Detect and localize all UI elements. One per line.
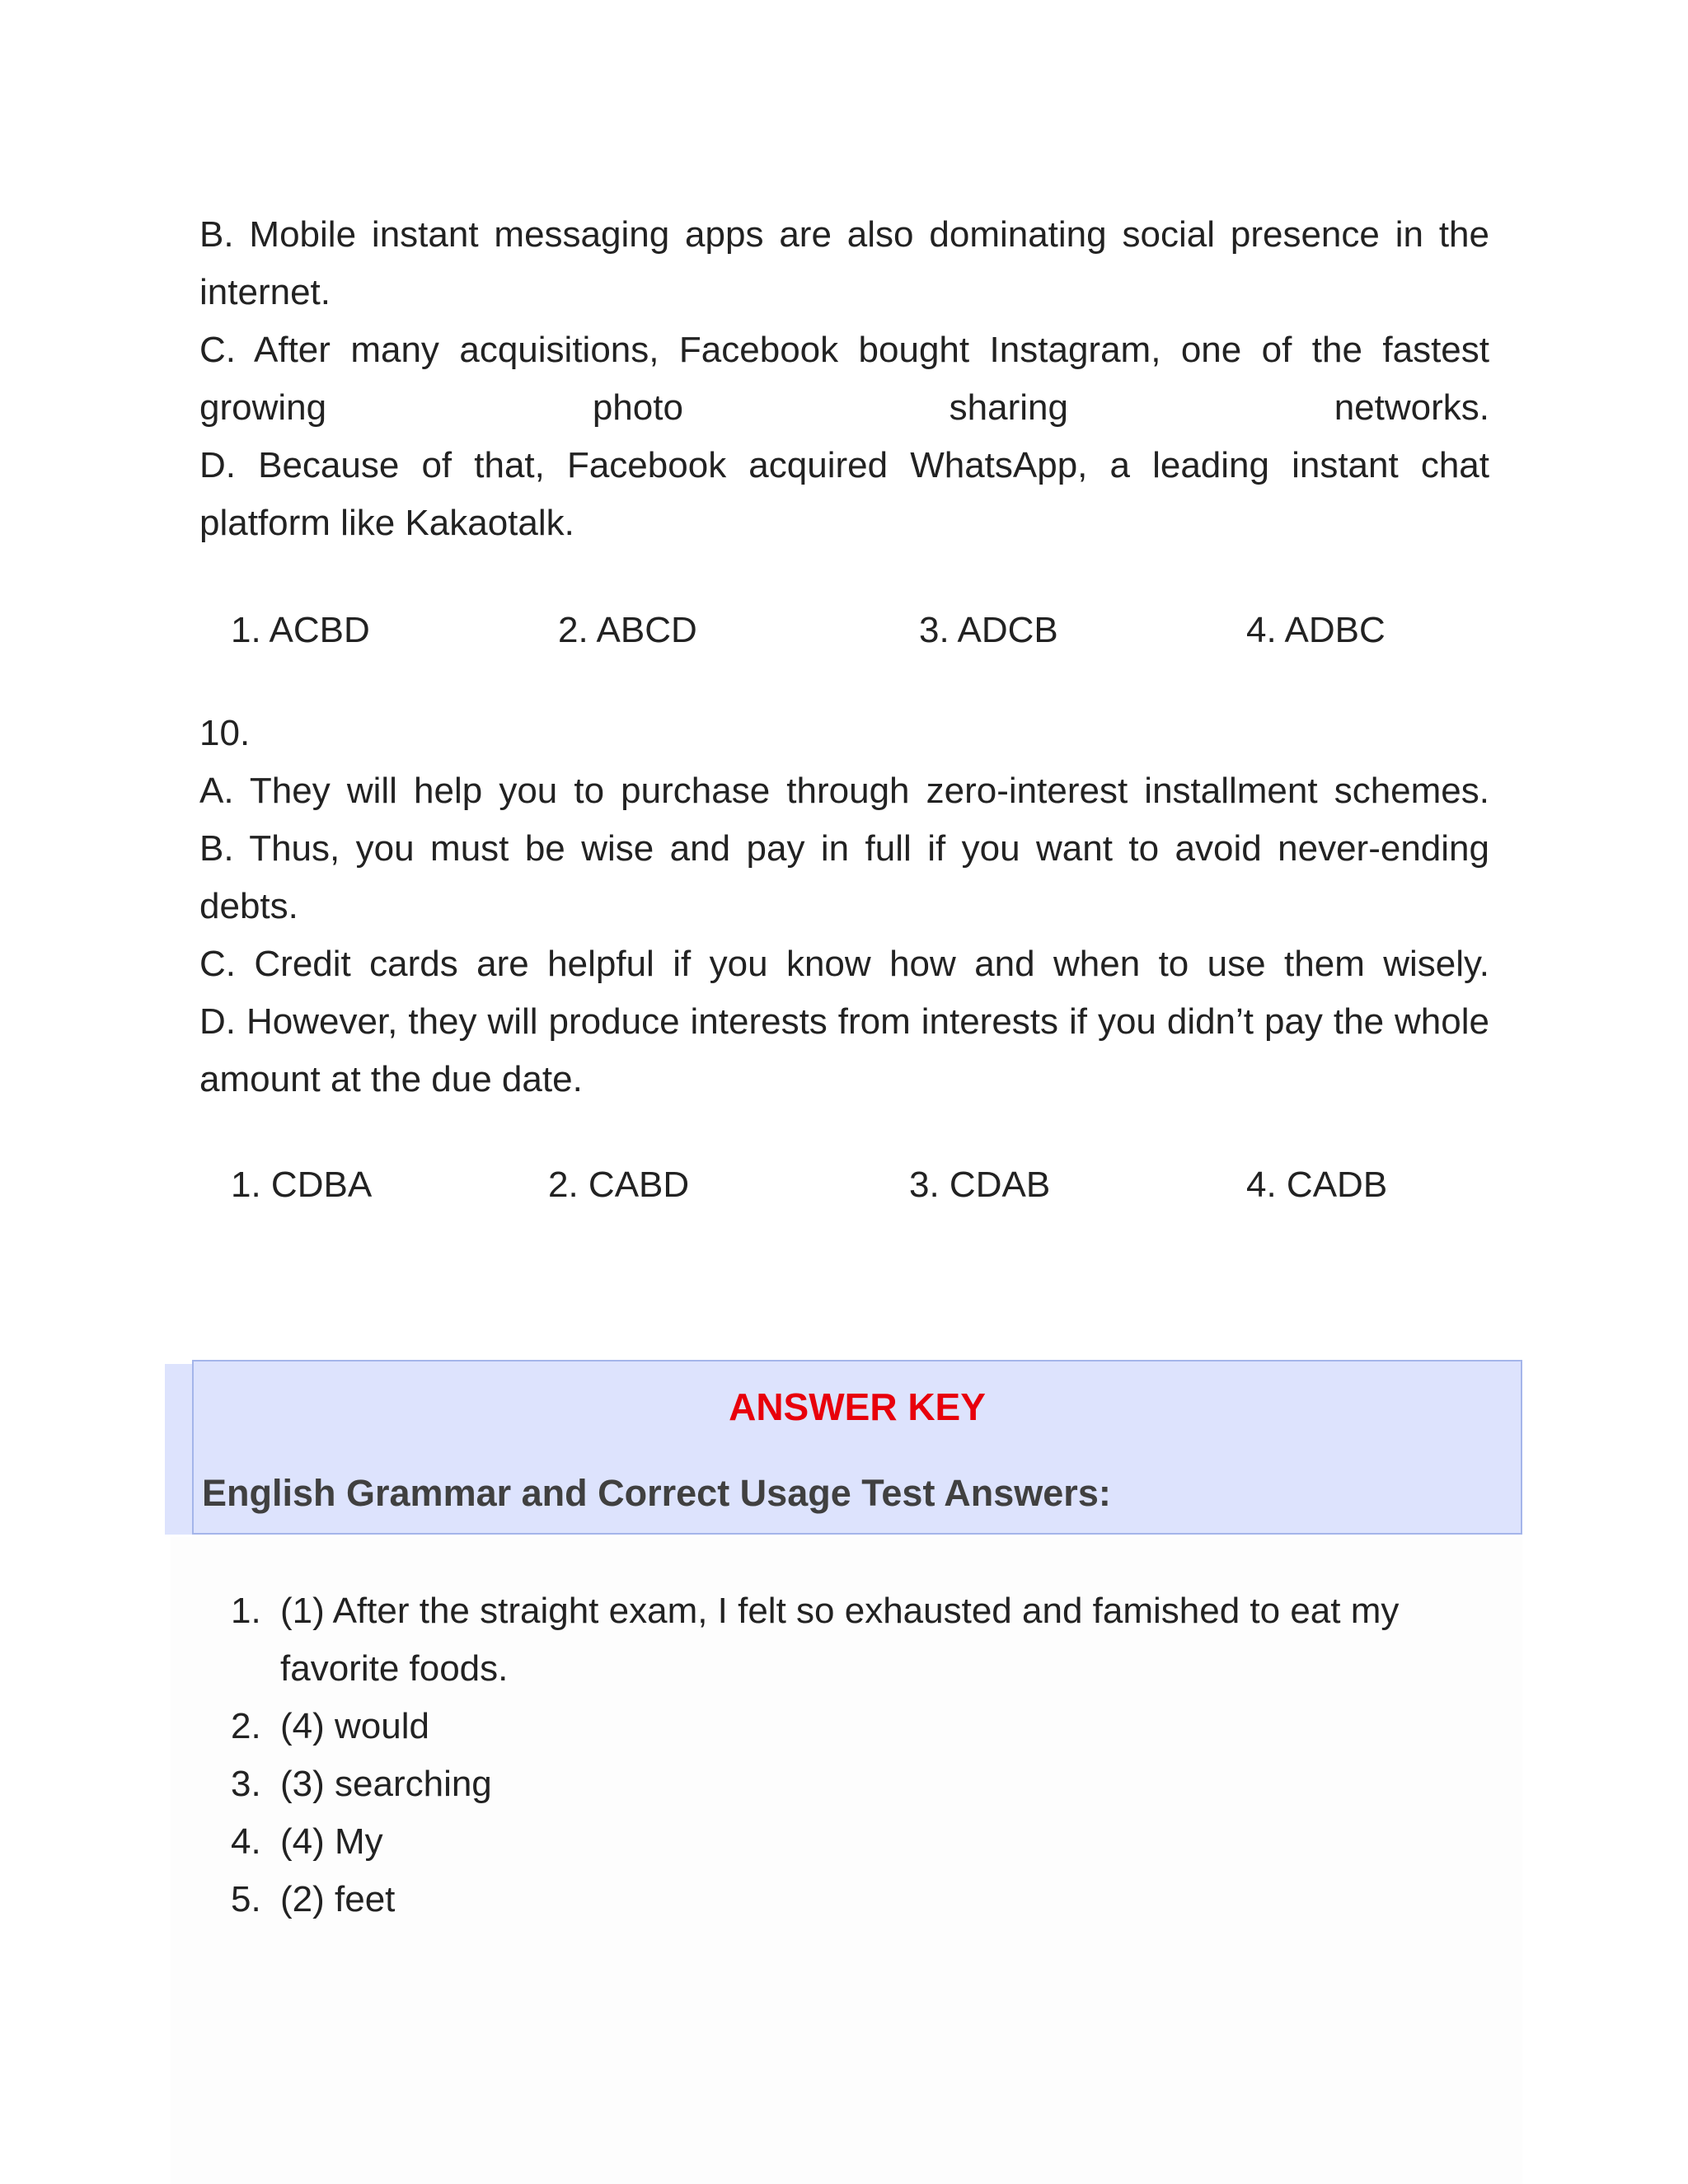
q9-option-c-line1: C. After many acquisitions, Facebook bought Instagram, one of the fastest bbox=[199, 330, 1489, 370]
q9-choice-2: 2. ABCD bbox=[558, 610, 697, 650]
q10-choice-4: 4. CADB bbox=[1246, 1165, 1388, 1205]
q10-choice-3: 3. CDAB bbox=[909, 1165, 1051, 1205]
answer-number: 3. bbox=[231, 1764, 261, 1804]
answer-text: (4) would bbox=[280, 1706, 429, 1746]
q9-option-b-line1: B. Mobile instant messaging apps are also dominating social presence in the bbox=[199, 214, 1489, 255]
q10-option-b-line1: B. Thus, you must be wise and pay in full if you want to avoid never-ending bbox=[199, 828, 1489, 869]
answer-number: 5. bbox=[231, 1879, 261, 1919]
q9-choice-4: 4. ADBC bbox=[1246, 610, 1386, 650]
q9-option-d-line1: D. Because of that, Facebook acquired WhatsApp, a leading instant chat bbox=[199, 445, 1489, 485]
q10-option-a-line1: A. They will help you to purchase through zero-interest installment schemes. bbox=[199, 771, 1489, 811]
q10-number: 10. bbox=[199, 713, 251, 753]
answer-key-subtitle: English Grammar and Correct Usage Test Answers: bbox=[202, 1472, 1111, 1514]
q10-option-d-line1: D. However, they will produce interests from interests if you didn’t pay the whole bbox=[199, 1001, 1489, 1042]
q9-choice-1: 1. ACBD bbox=[231, 610, 370, 650]
q10-choice-1: 1. CDBA bbox=[231, 1165, 373, 1205]
answer-key-title: ANSWER KEY bbox=[729, 1385, 986, 1428]
q10-option-b-line2: debts. bbox=[199, 886, 298, 926]
q9-choice-3: 3. ADCB bbox=[919, 610, 1058, 650]
answer-key-box bbox=[192, 1360, 1522, 1535]
q10-choice-2: 2. CABD bbox=[548, 1165, 690, 1205]
answer-text: (2) feet bbox=[280, 1879, 396, 1919]
q9-option-c-line2: growing photo sharing networks. bbox=[199, 387, 1489, 428]
answer-number: 1. bbox=[231, 1591, 261, 1631]
answer-text: favorite foods. bbox=[280, 1648, 509, 1689]
q9-option-d-line2: platform like Kakaotalk. bbox=[199, 503, 574, 543]
answer-number: 2. bbox=[231, 1706, 261, 1746]
q9-option-b-line2: internet. bbox=[199, 272, 331, 312]
answer-text: (4) My bbox=[280, 1821, 383, 1862]
answer-number: 4. bbox=[231, 1821, 261, 1862]
q10-option-d-line2: amount at the due date. bbox=[199, 1059, 583, 1099]
q10-option-c-line1: C. Credit cards are helpful if you know how and when to use them wisely. bbox=[199, 944, 1489, 984]
answer-text: (3) searching bbox=[280, 1764, 492, 1804]
answer-text: (1) After the straight exam, I felt so exhausted and famished to eat my bbox=[280, 1591, 1400, 1631]
answer-key-tab bbox=[165, 1364, 192, 1535]
